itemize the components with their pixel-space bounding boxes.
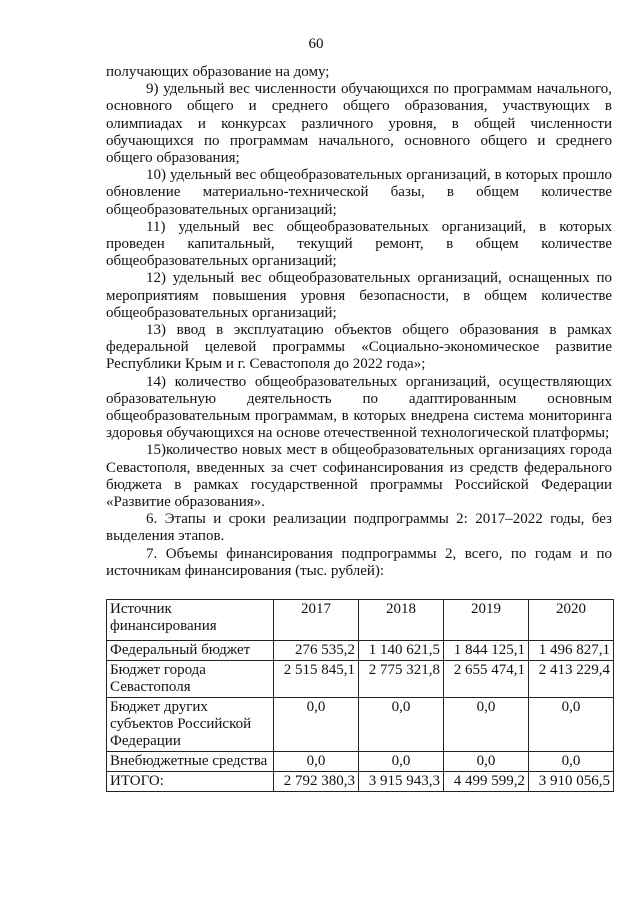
paragraph-item-11: 11) удельный вес общеобразовательных организаций, в которых проведен капитальный, текущий ремонт, в общем количестве общеобразовательных организаций; [106, 218, 612, 270]
row-source: ИТОГО: [107, 772, 274, 792]
table-row [107, 752, 614, 772]
paragraph-item-9: 9) удельный вес численности обучающихся по программам начального, основного общего и среднего общего образования, участвующих в олимпиадах и конкурсах различного уровня, в общей численности обучающихся по программам начального, основного общего и среднего общего образования; [106, 81, 612, 167]
paragraph-item-14: 14) количество общеобразовательных организаций, осуществляющих образовательную деятельность по адаптированным основным общеобразовательным программам, в которых внедрена система мониторинга здоровья обучающихся на основе отечественной технологической платформы; [106, 373, 612, 442]
cell-value: 1 140 621,5 [359, 641, 444, 661]
paragraph-section-7: 7. Объемы финансирования подпрограммы 2, всего, по годам и по источникам финансирования (тыс. рублей): [106, 545, 612, 579]
cell-value: 2 413 229,4 [529, 661, 614, 698]
paragraph-section-6: 6. Этапы и сроки реализации подпрограммы 2: 2017–2022 годы, без выделения этапов. [106, 511, 612, 545]
header-year: 2019 [444, 600, 529, 641]
cell-value: 0,0 [359, 752, 444, 772]
cell-value: 276 535,2 [274, 641, 359, 661]
cell-value: 0,0 [444, 698, 529, 752]
cell-value: 2 775 321,8 [359, 661, 444, 698]
cell-value: 4 499 599,2 [444, 772, 529, 792]
table-row [107, 698, 614, 752]
cell-value: 0,0 [444, 752, 529, 772]
header-year: 2018 [359, 600, 444, 641]
row-source: Бюджет города Севастополя [107, 661, 274, 698]
cell-value: 0,0 [529, 698, 614, 752]
table-row [107, 641, 614, 661]
paragraph-item-13: 13) ввод в эксплуатацию объектов общего образования в рамках федеральной целевой программы «Социально-экономическое развитие Республики Крым и г. Севастополя до 2022 года»; [106, 322, 612, 373]
cell-value: 1 844 125,1 [444, 641, 529, 661]
page-number: 60 [308, 36, 324, 52]
cell-value: 3 910 056,5 [529, 772, 614, 792]
paragraph-item-12: 12) удельный вес общеобразовательных организаций, оснащенных по мероприятиям повышения уровня безопасности, в общем количестве общеобразовательных организаций; [106, 270, 612, 321]
cell-value: 2 792 380,3 [274, 772, 359, 792]
paragraph-item-15: 15)количество новых мест в общеобразовательных организациях города Севастополя, введенных за счет софинансирования из средств федерального бюджета в рамках государственной программы Российской Федерации «Развитие образования». [106, 442, 612, 511]
header-year: 2020 [529, 600, 614, 641]
header-source: Источник финансирования [107, 600, 274, 641]
cell-value: 0,0 [359, 698, 444, 752]
row-source: Федеральный бюджет [107, 641, 274, 661]
header-year: 2017 [274, 600, 359, 641]
financing-table [106, 599, 614, 792]
table-row-total [107, 772, 614, 792]
cell-value: 0,0 [529, 752, 614, 772]
paragraph-item-10: 10) удельный вес общеобразовательных организаций, в которых прошло обновление материально-технической базы, в общем количестве общеобразовательных организаций; [106, 167, 612, 218]
table-header-row [107, 600, 614, 641]
cell-value: 2 515 845,1 [274, 661, 359, 698]
paragraph-continuation: получающих образование на дому; [106, 64, 330, 80]
table-row [107, 661, 614, 698]
cell-value: 3 915 943,3 [359, 772, 444, 792]
row-source: Внебюджетные средства [107, 752, 274, 772]
cell-value: 0,0 [274, 698, 359, 752]
cell-value: 1 496 827,1 [529, 641, 614, 661]
document-body [106, 64, 612, 580]
row-source: Бюджет других субъектов Российской Федерации [107, 698, 274, 752]
cell-value: 2 655 474,1 [444, 661, 529, 698]
cell-value: 0,0 [274, 752, 359, 772]
